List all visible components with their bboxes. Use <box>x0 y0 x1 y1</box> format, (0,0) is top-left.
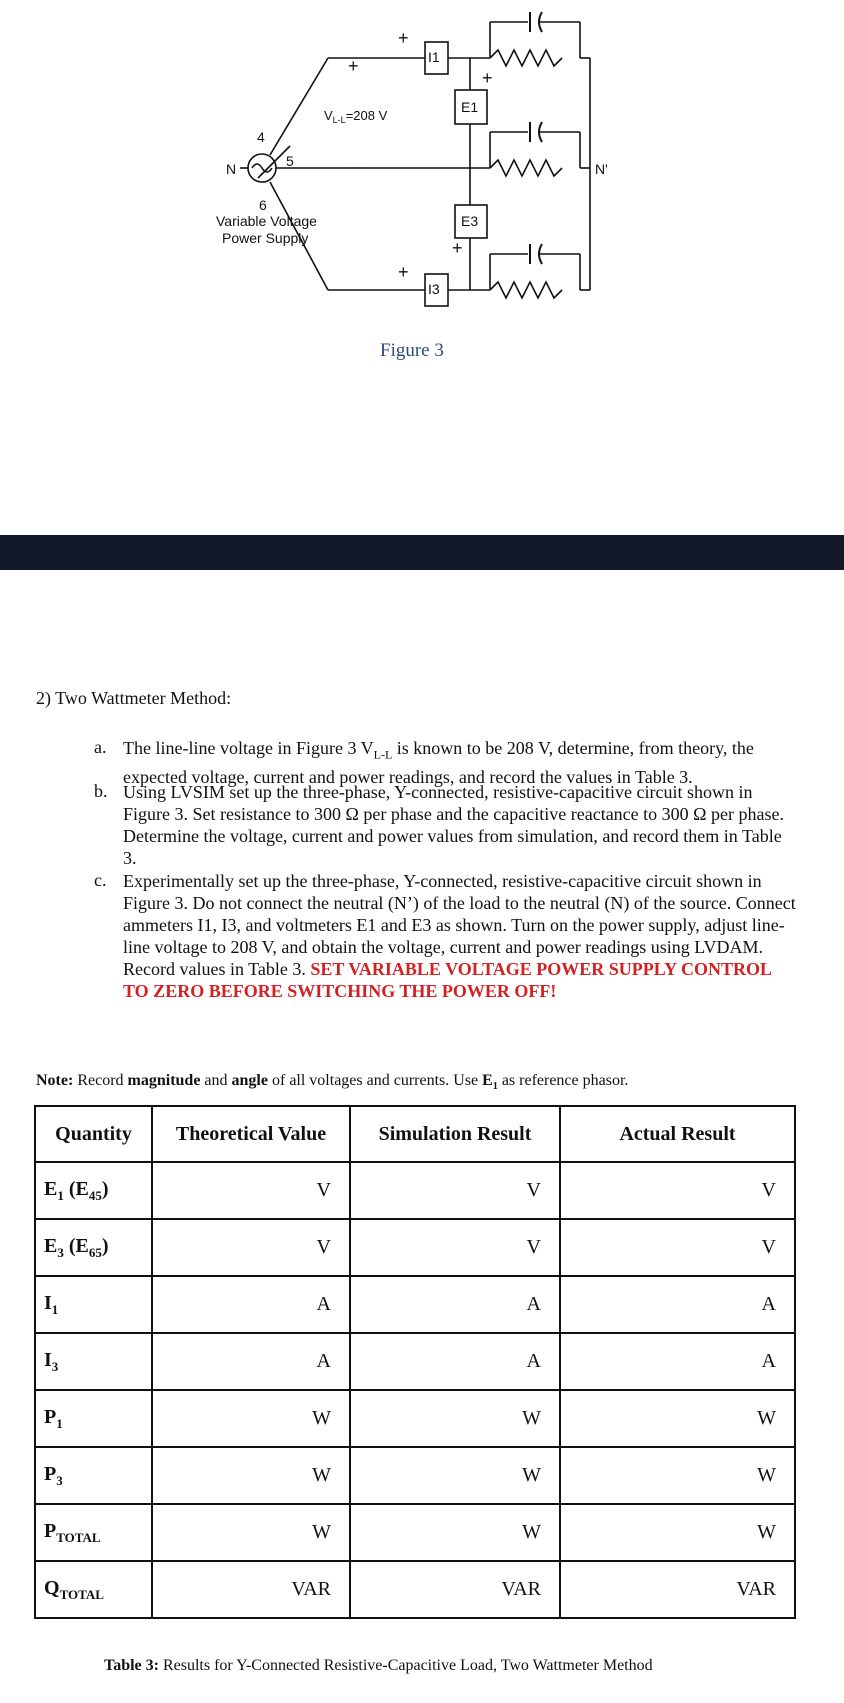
simulation-cell[interactable]: W <box>350 1504 560 1561</box>
terminal-5-label: 5 <box>286 153 294 169</box>
section-heading: 2) Two Wattmeter Method: <box>36 688 232 708</box>
table-row <box>35 1561 795 1618</box>
vll-label: $V_{L-L}=208$ V <box>324 108 388 125</box>
actual-cell[interactable]: V <box>560 1162 795 1219</box>
minus-sign: — <box>346 159 362 176</box>
theoretical-cell[interactable]: V <box>152 1162 350 1219</box>
plus-sign: + <box>398 262 409 282</box>
theoretical-cell[interactable]: A <box>152 1276 350 1333</box>
circuit-diagram <box>0 0 844 380</box>
quantity-cell: $P_{TOTAL}$ <box>35 1504 152 1561</box>
plus-sign: + <box>482 68 493 88</box>
supply-label-line1: Variable Voltage <box>216 213 317 229</box>
quantity-cell: $I_1$ <box>35 1276 152 1333</box>
theoretical-cell[interactable]: A <box>152 1333 350 1390</box>
node-n-prime-label: N' <box>595 161 608 177</box>
item-b-text: Using LVSIM set up the three-phase, Y-connected, resistive-capacitive circuit shown in Figure 3. Set resistance to 300 Ω per phase and the capacitive reactance to 300 Ω per phase. Determine the voltage, current and power values from simulation, and record them in Table 3. <box>123 782 785 868</box>
figure-caption: Figure 3 <box>380 340 444 361</box>
i3-label: I3 <box>428 281 440 297</box>
theoretical-cell[interactable]: W <box>152 1447 350 1504</box>
theoretical-cell[interactable]: VAR <box>152 1561 350 1618</box>
node-n-label: N <box>226 161 237 177</box>
simulation-cell[interactable]: V <box>350 1219 560 1276</box>
actual-cell[interactable]: W <box>560 1390 795 1447</box>
simulation-cell[interactable]: W <box>350 1447 560 1504</box>
plus-sign: + <box>398 28 409 48</box>
quantity-cell: $I_3$ <box>35 1333 152 1390</box>
theoretical-cell[interactable]: W <box>152 1504 350 1561</box>
note-line: Note: Record magnitude and angle of all voltages and currents. Use $E_1$ as reference phasor. <box>36 1072 629 1093</box>
e3-label: E3 <box>461 213 479 229</box>
actual-cell[interactable]: W <box>560 1447 795 1504</box>
item-a-letter: a. <box>94 737 107 757</box>
table-header-row <box>35 1106 795 1162</box>
actual-cell[interactable]: W <box>560 1504 795 1561</box>
table-row <box>35 1333 795 1390</box>
quantity-cell: $P_3$ <box>35 1447 152 1504</box>
quantity-cell: $Q_{TOTAL}$ <box>35 1561 152 1618</box>
item-b-letter: b. <box>94 781 108 801</box>
theoretical-cell[interactable]: V <box>152 1219 350 1276</box>
header-actual: Actual Result <box>560 1106 795 1162</box>
i1-label: I1 <box>428 49 440 65</box>
simulation-cell[interactable]: A <box>350 1276 560 1333</box>
item-c-text: Experimentally set up the three-phase, Y-connected, resistive-capacitive circuit shown in Figure 3. Do not connect the neutral (N’) of the load to the neutral (N) of the source. Connect ammeters I1, I3, and voltmeters E1 and E3 as shown. Turn on the power supply, adjust line-line voltage to 208 V, and obtain the voltage, current and power readings using LVDAM. Record values in Table 3. SET VARIABLE VOLTAGE POWER SUPPLY CONTROL TO ZERO BEFORE SWITCHING THE POWER OFF! <box>123 871 796 1001</box>
plus-sign: + <box>348 56 359 76</box>
results-table <box>34 1105 796 1619</box>
quantity-cell: $E_3$ $(E_{65})$ <box>35 1219 152 1276</box>
table-row <box>35 1219 795 1276</box>
simulation-cell[interactable]: A <box>350 1333 560 1390</box>
header-simulation: Simulation Result <box>350 1106 560 1162</box>
e1-label: E1 <box>461 99 479 115</box>
table-caption: Table 3: Results for Y-Connected Resistive-Capacitive Load, Two Wattmeter Method <box>104 1657 653 1674</box>
quantity-cell: $E_1$ $(E_{45})$ <box>35 1162 152 1219</box>
capacitor-icons <box>530 12 542 264</box>
plus-sign: + <box>452 238 463 258</box>
table-row <box>35 1276 795 1333</box>
page-separator-bar <box>0 535 844 570</box>
actual-cell[interactable]: A <box>560 1276 795 1333</box>
header-theoretical: Theoretical Value <box>152 1106 350 1162</box>
supply-label-line2: Power Supply <box>222 230 309 246</box>
table-row <box>35 1447 795 1504</box>
terminal-4-label: 4 <box>257 129 265 145</box>
actual-cell[interactable]: VAR <box>560 1561 795 1618</box>
table-row <box>35 1390 795 1447</box>
simulation-cell[interactable]: VAR <box>350 1561 560 1618</box>
table-row <box>35 1162 795 1219</box>
actual-cell[interactable]: V <box>560 1219 795 1276</box>
warning-text: SET VARIABLE VOLTAGE POWER SUPPLY CONTROL TO ZERO BEFORE SWITCHING THE POWER OFF! <box>123 959 771 1001</box>
simulation-cell[interactable]: V <box>350 1162 560 1219</box>
theoretical-cell[interactable]: W <box>152 1390 350 1447</box>
quantity-cell: $P_1$ <box>35 1390 152 1447</box>
item-a-text: The line-line voltage in Figure 3 $V_{L-L}$ is known to be 208 V, determine, from theory, the expected voltage, current and power readings, and record the values in Table 3. <box>123 738 754 787</box>
simulation-cell[interactable]: W <box>350 1390 560 1447</box>
table-row <box>35 1504 795 1561</box>
terminal-6-label: 6 <box>259 197 267 213</box>
item-c-letter: c. <box>94 870 107 890</box>
header-quantity: Quantity <box>35 1106 152 1162</box>
actual-cell[interactable]: A <box>560 1333 795 1390</box>
